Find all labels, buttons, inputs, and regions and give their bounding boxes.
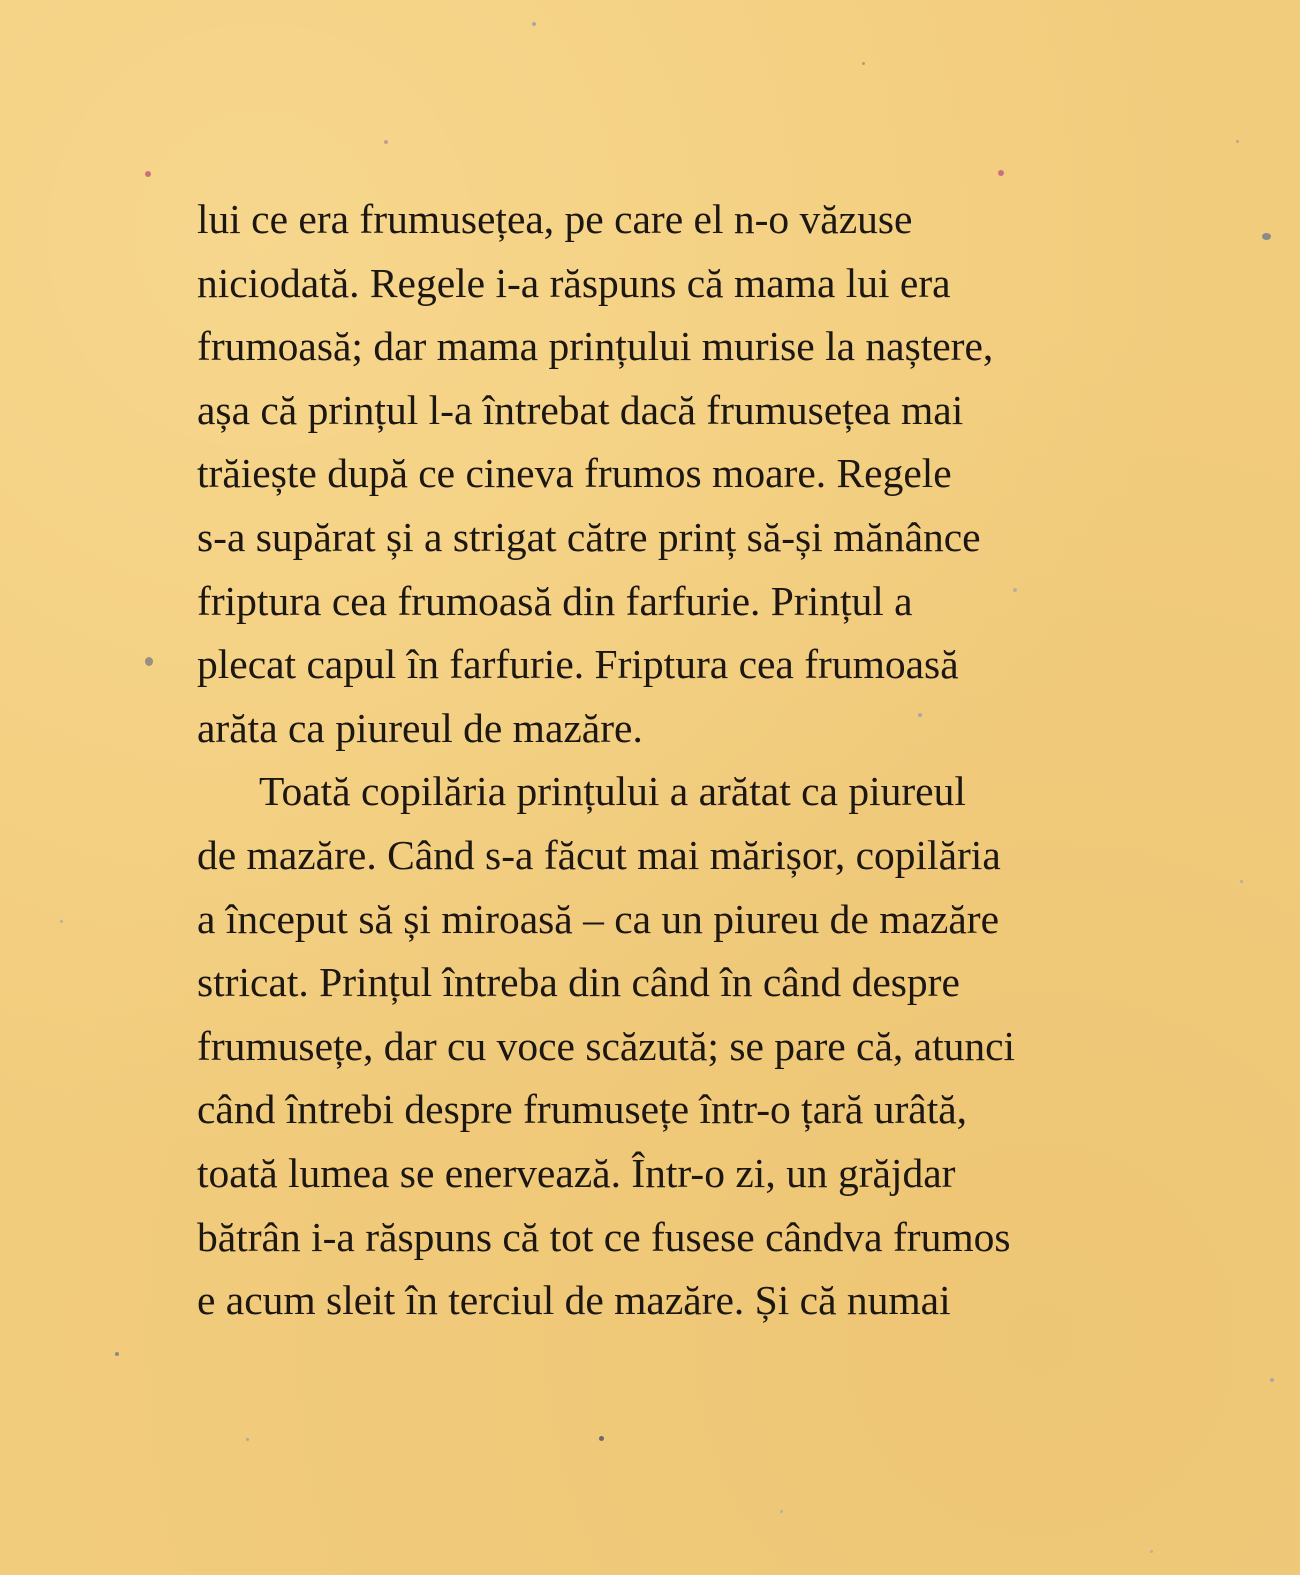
paper-speck [60, 920, 63, 923]
paper-speck [246, 1438, 249, 1441]
paper-speck [1236, 140, 1239, 143]
paper-speck [1240, 880, 1243, 883]
paper-speck [145, 657, 153, 666]
paper-speck [998, 170, 1004, 176]
text-line: stricat. Prințul întreba din când în când despre [197, 959, 960, 1006]
paper-speck [1150, 1550, 1153, 1553]
paper-speck [532, 22, 536, 26]
paper-speck [1270, 1378, 1274, 1382]
paper-speck [780, 1510, 783, 1513]
paragraph-start-line: Toată copilăria prințului a arătat ca piureul [259, 768, 966, 815]
paper-speck [599, 1436, 604, 1441]
text-line: a început să și miroasă – ca un piureu de mazăre [197, 895, 999, 942]
paper-speck [384, 140, 388, 144]
text-line: trăiește după ce cineva frumos moare. Regele [197, 450, 952, 497]
text-line: plecat capul în farfurie. Friptura cea frumoasă [197, 641, 959, 688]
text-line: frumusețe, dar cu voce scăzută; se pare că, atunci [197, 1022, 1016, 1069]
paper-speck [862, 62, 865, 65]
text-line: toată lumea se enervează. Într-o zi, un grăjdar [197, 1149, 956, 1196]
paper-speck [145, 171, 151, 177]
text-line: frumoasă; dar mama prințului murise la naștere, [197, 323, 994, 370]
text-line: când întrebi despre frumusețe într-o țară urâtă, [197, 1086, 968, 1133]
text-line: friptura cea frumoasă din farfurie. Prințul a [197, 577, 913, 624]
text-line: bătrân i-a răspuns că tot ce fusese cândva frumos [197, 1213, 1011, 1260]
text-line: s-a supărat și a strigat către prinț să-și mănânce [197, 513, 981, 560]
text-line: lui ce era frumusețea, pe care el n-o văzuse [197, 196, 913, 242]
text-line: e acum sleit în terciul de mazăre. Și că numai [197, 1277, 951, 1324]
text-line: de mazăre. Când s-a făcut mai mărișor, copilăria [197, 831, 1001, 878]
story-text [197, 188, 1117, 1333]
text-line: așa că prințul l-a întrebat dacă frumusețea mai [197, 386, 964, 433]
text-line: arăta ca piureul de mazăre. [197, 704, 643, 751]
paper-speck [115, 1352, 119, 1356]
text-line: niciodată. Regele i-a răspuns că mama lui era [197, 259, 951, 306]
paper-speck [1262, 233, 1271, 240]
